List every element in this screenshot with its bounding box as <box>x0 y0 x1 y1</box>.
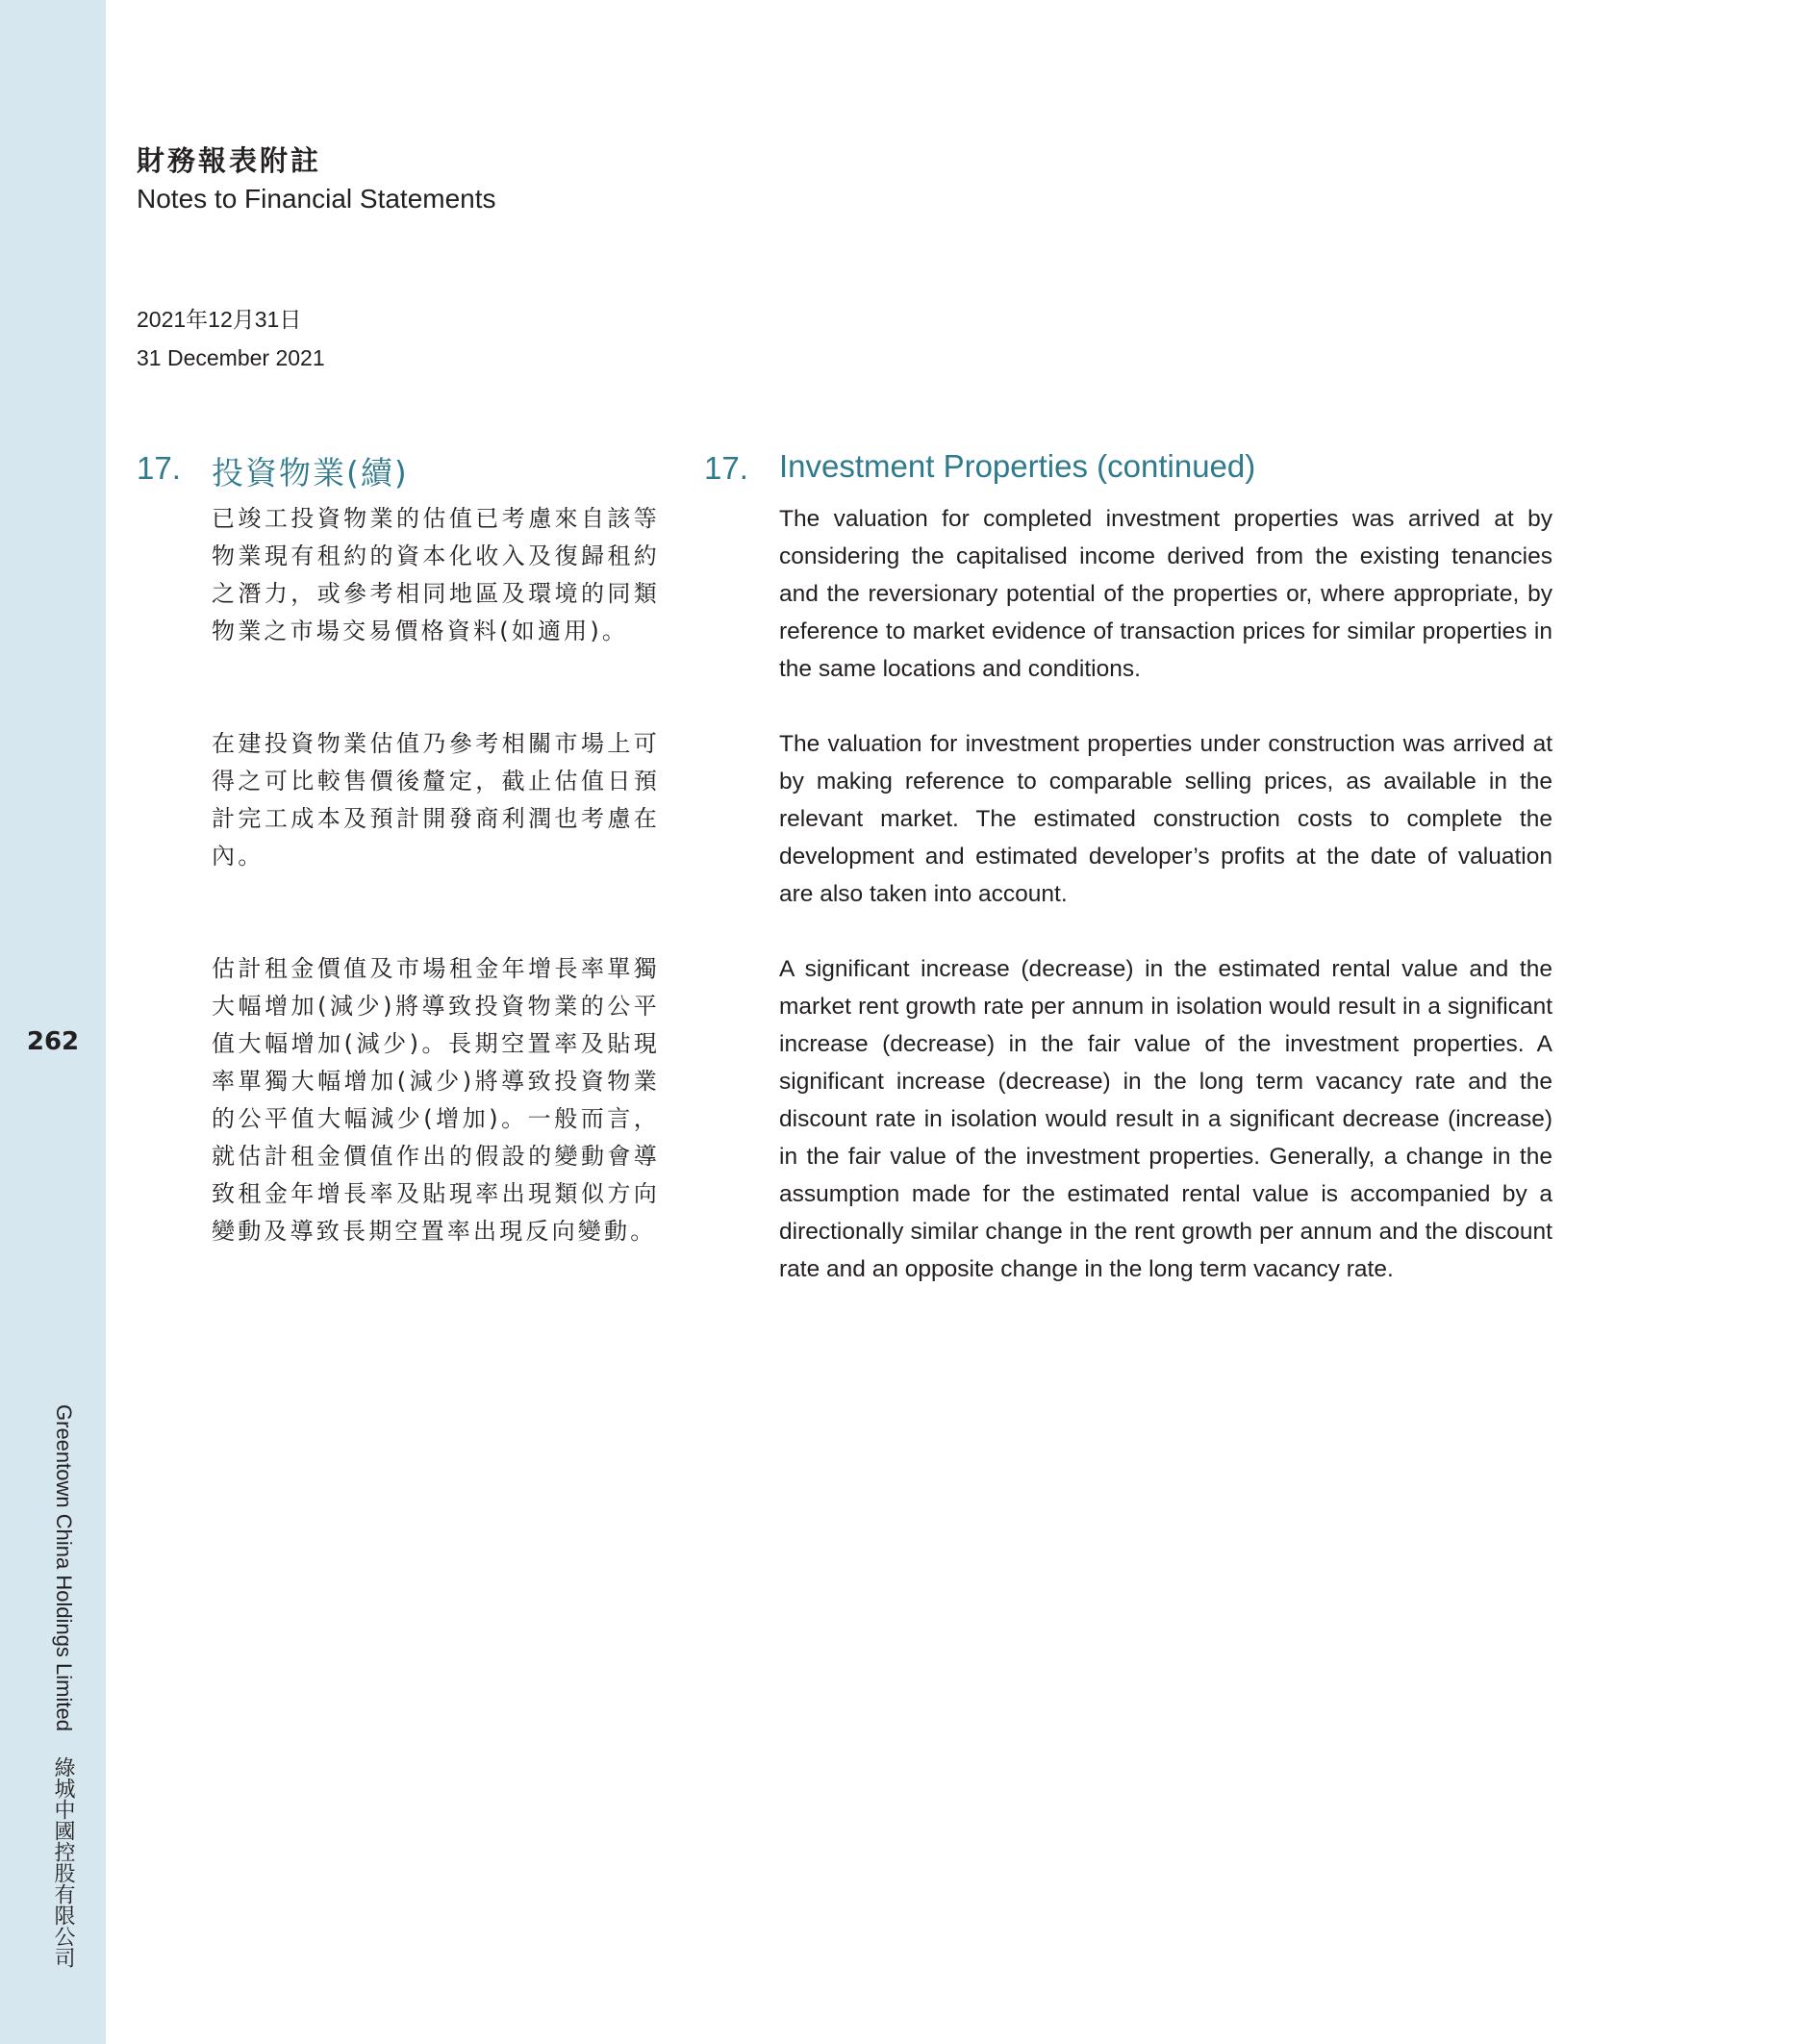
company-name-vertical <box>53 1404 74 1968</box>
header-title-zh: 財務報表附註 <box>137 144 322 177</box>
paragraph-zh-completed-valuation: 已竣工投資物業的估值已考慮來自該等物業現有租約的資本化收入及復歸租約之潛力，或參考相同地區及環境的同類物業之市場交易價格資料(如適用)。 <box>212 505 660 644</box>
section-number-zh: 17. <box>137 450 181 486</box>
section-title-zh: 投資物業(續) <box>212 454 409 492</box>
sidebar <box>0 0 106 2044</box>
page-header <box>137 140 496 217</box>
header-title-en: Notes to Financial Statements <box>137 184 496 214</box>
paragraph-zh-sensitivity: 估計租金價值及市場租金年增長率單獨大幅增加(減少)將導致投資物業的公平值大幅增加(減少)。長期空置率及貼現率單獨大幅增加(減少)將導致投資物業的公平值大幅減少(增加)。一般而言，就估計租金價值作出的假設的變動會導致租金年增長率及貼現率出現類似方向變動及導致長期空置率出現反向變動。 <box>212 955 660 1245</box>
page-number: 262 <box>26 1027 80 1056</box>
company-name-en: Greentown China Holdings Limited <box>52 1404 76 1731</box>
report-date-zh: 2021年12月31日 <box>137 307 302 332</box>
paragraph-en-construction-valuation: The valuation for investment properties under construction was arrived at by making reference to comparable selling prices, as available in the relevant market. The estimated construction costs to complete the development and estimated developer’s profits at the date of valuation are also taken into account. <box>779 731 1552 907</box>
paragraph-en-sensitivity: A significant increase (decrease) in the estimated rental value and the market rent growth rate per annum in isolation would result in a significant increase (decrease) in the fair value of the investment properties. A significant increase (decrease) in the long term vacancy rate and the discount rate in isolation would result in a significant decrease (increase) in the fair value of the investment properties. Generally, a change in the assumption made for the estimated rental value is accompanied by a directionally similar change in the rent growth per annum and the discount rate and an opposite change in the long term vacancy rate. <box>779 956 1552 1282</box>
paragraph-zh-construction-valuation: 在建投資物業估值乃參考相關市場上可得之可比較售價後釐定，截止估值日預計完工成本及預計開發商利潤也考慮在內。 <box>212 730 660 870</box>
report-date <box>137 300 325 377</box>
section-title-en: Investment Properties (continued) <box>779 448 1256 484</box>
report-date-en: 31 December 2021 <box>137 345 325 370</box>
paragraph-en-completed-valuation: The valuation for completed investment properties was arrived at by considering the capitalised income derived from the existing tenancies and the reversionary potential of the properties or, where appropriate, by reference to market evidence of transaction prices for similar properties in the same locations and conditions. <box>779 506 1552 682</box>
section-number-en: 17. <box>704 450 748 486</box>
company-name-zh: 綠城中國控股有限公司 <box>52 1756 76 1969</box>
